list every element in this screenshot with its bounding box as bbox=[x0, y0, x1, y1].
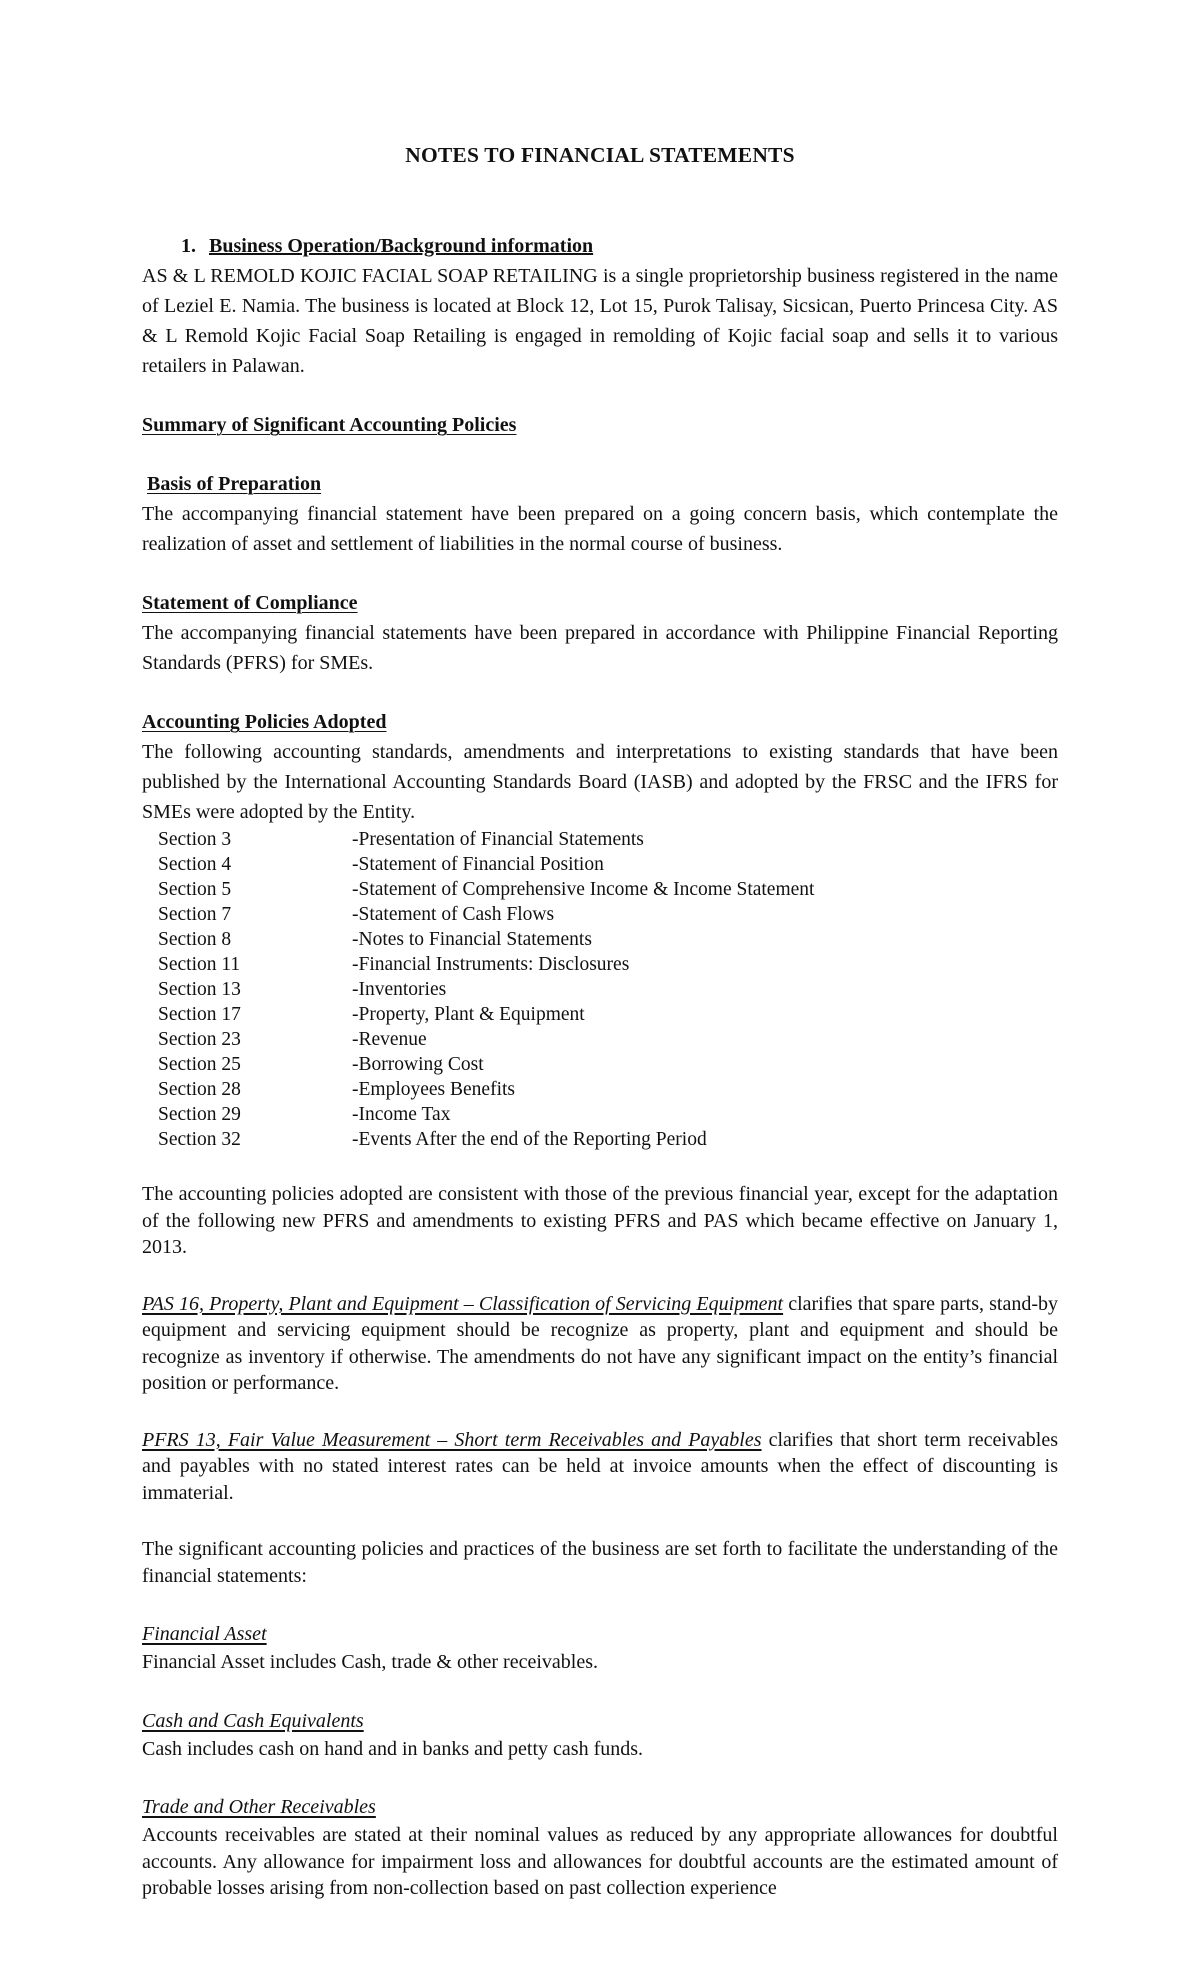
list-item: Section 29 -Income Tax bbox=[158, 1104, 451, 1125]
adopted-text: The following accounting standards, amendments and interpretations to existing standards that have been published by the International Accounting Standards Board (IASB) and adopted by the FRSC and the IFRS for SMEs were adopted by the Entity. bbox=[142, 741, 1058, 823]
page-title: NOTES TO FINANCIAL STATEMENTS bbox=[405, 143, 795, 167]
list-item: Section 7 -Statement of Cash Flows bbox=[158, 904, 555, 925]
basis-text: The accompanying financial statement have been prepared on a going concern basis, which contemplate the realization of asset and settlement of liabilities in the normal course of business. bbox=[142, 503, 1058, 555]
list-item: Section 5 -Statement of Comprehensive Income & Income Statement bbox=[158, 879, 815, 900]
pfrs13-paragraph bbox=[142, 1427, 1058, 1507]
list-item: Section 11 -Financial Instruments: Disclosures bbox=[158, 954, 630, 975]
cash-heading: Cash and Cash Equivalents bbox=[142, 1709, 364, 1732]
business-background-text: AS & L REMOLD KOJIC FACIAL SOAP RETAILING is a single proprietorship business registered in the name of Leziel E. Namia. The business is located at Block 12, Lot 15, Purok Talisay, Sicsican, Puerto Princesa City. AS & L Remold Kojic Facial Soap Retailing is engaged in remolding of Kojic facial soap and sells it to various retailers in Palawan. bbox=[142, 265, 1058, 377]
receivables-heading: Trade and Other Receivables bbox=[142, 1796, 376, 1818]
list-item: Section 8 -Notes to Financial Statements bbox=[158, 929, 592, 950]
sections-list bbox=[142, 827, 1058, 1152]
section-1-heading bbox=[142, 231, 1058, 261]
pas16-label: PAS 16, Property, Plant and Equipment – Classification of Servicing Equipment bbox=[142, 1292, 784, 1315]
compliance-text: The accompanying financial statements have been prepared in accordance with Philippine Financial Reporting Standards (PFRS) for SMEs. bbox=[142, 622, 1058, 674]
consistency-text: The accounting policies adopted are consistent with those of the previous financial year, except for the adaptation of the following new PFRS and amendments to existing PFRS and PAS which became effective on January 1, 2013. bbox=[142, 1183, 1058, 1258]
adopted-heading: Accounting Policies Adopted bbox=[142, 711, 387, 733]
receivables-text: Accounts receivables are stated at their nominal values as reduced by any appropriate allowances for doubtful accounts. Any allowance for impairment loss and allowances for doubtful accounts are the estimated amount of probable losses arising from non-collection based on past collection experience bbox=[142, 1824, 1058, 1899]
significant-policies-text: The significant accounting policies and practices of the business are set forth to facilitate the understanding of the financial statements: bbox=[142, 1538, 1058, 1587]
pas16-paragraph bbox=[142, 1291, 1058, 1397]
basis-heading: Basis of Preparation bbox=[147, 473, 322, 495]
cash-text: Cash includes cash on hand and in banks and petty cash funds. bbox=[142, 1737, 644, 1760]
document-body bbox=[142, 231, 1058, 1902]
financial-asset-text: Financial Asset includes Cash, trade & other receivables. bbox=[142, 1651, 598, 1673]
pas16-text: clarifies that spare parts, stand-by equipment and servicing equipment should be recognize as property, plant and equipment and should be recognize as inventory if otherwise. The amendments do not have any significant impact on the entity’s financial position or performance. bbox=[142, 1292, 1058, 1394]
list-item: Section 32 -Events After the end of the Reporting Period bbox=[158, 1129, 707, 1150]
list-item: Section 28 -Employees Benefits bbox=[158, 1079, 515, 1100]
compliance-heading: Statement of Compliance bbox=[142, 592, 358, 614]
list-item: Section 23 -Revenue bbox=[158, 1029, 427, 1050]
financial-asset-heading: Financial Asset bbox=[142, 1623, 267, 1645]
list-item: Section 3 -Presentation of Financial Statements bbox=[158, 829, 644, 850]
pfrs13-text: clarifies that short term receivables and payables with no stated interest rates can be held at invoice amounts when the effect of discounting is immaterial. bbox=[142, 1428, 1058, 1504]
section-1-number: 1. bbox=[181, 235, 196, 257]
list-item: Section 17 -Property, Plant & Equipment bbox=[158, 1004, 585, 1025]
section-1-title: Business Operation/Background information bbox=[209, 235, 594, 257]
list-item: Section 25 -Borrowing Cost bbox=[158, 1054, 484, 1075]
pfrs13-label: PFRS 13, Fair Value Measurement – Short term Receivables and Payables bbox=[142, 1428, 762, 1451]
list-item: Section 13 -Inventories bbox=[158, 979, 447, 1000]
summary-heading: Summary of Significant Accounting Policies bbox=[142, 414, 517, 436]
list-item: Section 4 -Statement of Financial Position bbox=[158, 854, 604, 875]
